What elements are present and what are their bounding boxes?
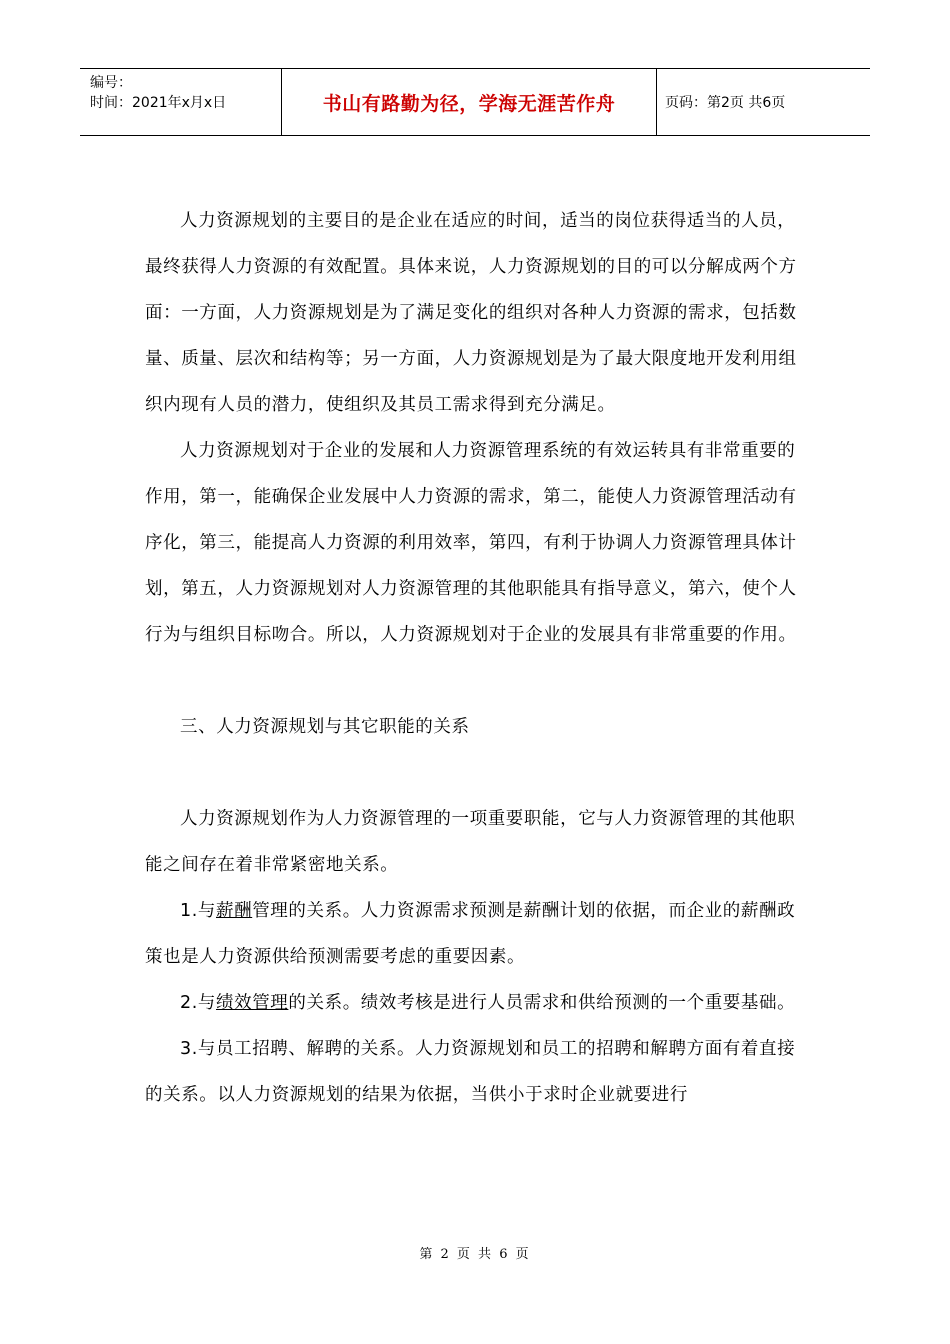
performance-management-link[interactable]: 绩效管理 <box>216 993 289 1013</box>
page-footer: 第 2 页 共 6 页 <box>419 1247 531 1262</box>
list-item-prefix: 1.与 <box>180 901 216 921</box>
paragraph-relations-intro: 人力资源规划作为人力资源管理的一项重要职能，它与人力资源管理的其他职能之间存在着非常紧密地关系。 <box>145 809 796 875</box>
document-header <box>80 68 870 136</box>
header-meta-cell <box>80 69 282 135</box>
header-page-label: 页码：第2页 共6页 <box>665 95 786 111</box>
document-time-label: 时间：2021年x月x日 <box>90 95 227 111</box>
list-item-compensation <box>145 888 805 980</box>
header-motto: 书山有路勤为径，学海无涯苦作舟 <box>322 92 616 115</box>
paragraph-planning-importance: 人力资源规划对于企业的发展和人力资源管理系统的有效运转具有非常重要的作用，第一，能确保企业发展中人力资源的需求，第二，能使人力资源管理活动有序化，第三，能提高人力资源的利用效率，第四，有利于协调人力资源管理具体计划，第五，人力资源规划对人力资源管理的其他职能具有指导意义，第六，使个人行为与组织目标吻合。所以，人力资源规划对于企业的发展具有非常重要的作用。 <box>145 441 797 645</box>
paragraph-planning-purpose: 人力资源规划的主要目的是企业在适应的时间，适当的岗位获得适当的人员，最终获得人力资源的有效配置。具体来说，人力资源规划的目的可以分解成两个方面：一方面，人力资源规划是为了满足变化的组织对各种人力资源的需求，包括数量、质量、层次和结构等；另一方面，人力资源规划是为了最大限度地开发利用组织内现有人员的潜力，使组织及其员工需求得到充分满足。 <box>145 211 797 415</box>
list-item-recruitment: 3.与员工招聘、解聘的关系。人力资源规划和员工的招聘和解聘方面有着直接的关系。以人力资源规划的结果为依据，当供小于求时企业就要进行 <box>145 1039 796 1105</box>
list-item-performance <box>145 980 805 1026</box>
list-item-text: 管理的关系。人力资源需求预测是薪酬计划的依据，而企业的薪酬政策也是人力资源供给预测需要考虑的重要因素。 <box>145 901 796 967</box>
section-heading-relations: 三、人力资源规划与其它职能的关系 <box>180 717 470 737</box>
list-item-prefix: 2.与 <box>180 993 216 1013</box>
header-motto-cell <box>282 69 657 135</box>
compensation-link[interactable]: 薪酬 <box>216 901 253 921</box>
header-page-cell <box>657 69 870 135</box>
document-body <box>145 198 805 1118</box>
list-item-text: 的关系。绩效考核是进行人员需求和供给预测的一个重要基础。 <box>288 993 796 1013</box>
document-number-label: 编号： <box>90 75 132 91</box>
